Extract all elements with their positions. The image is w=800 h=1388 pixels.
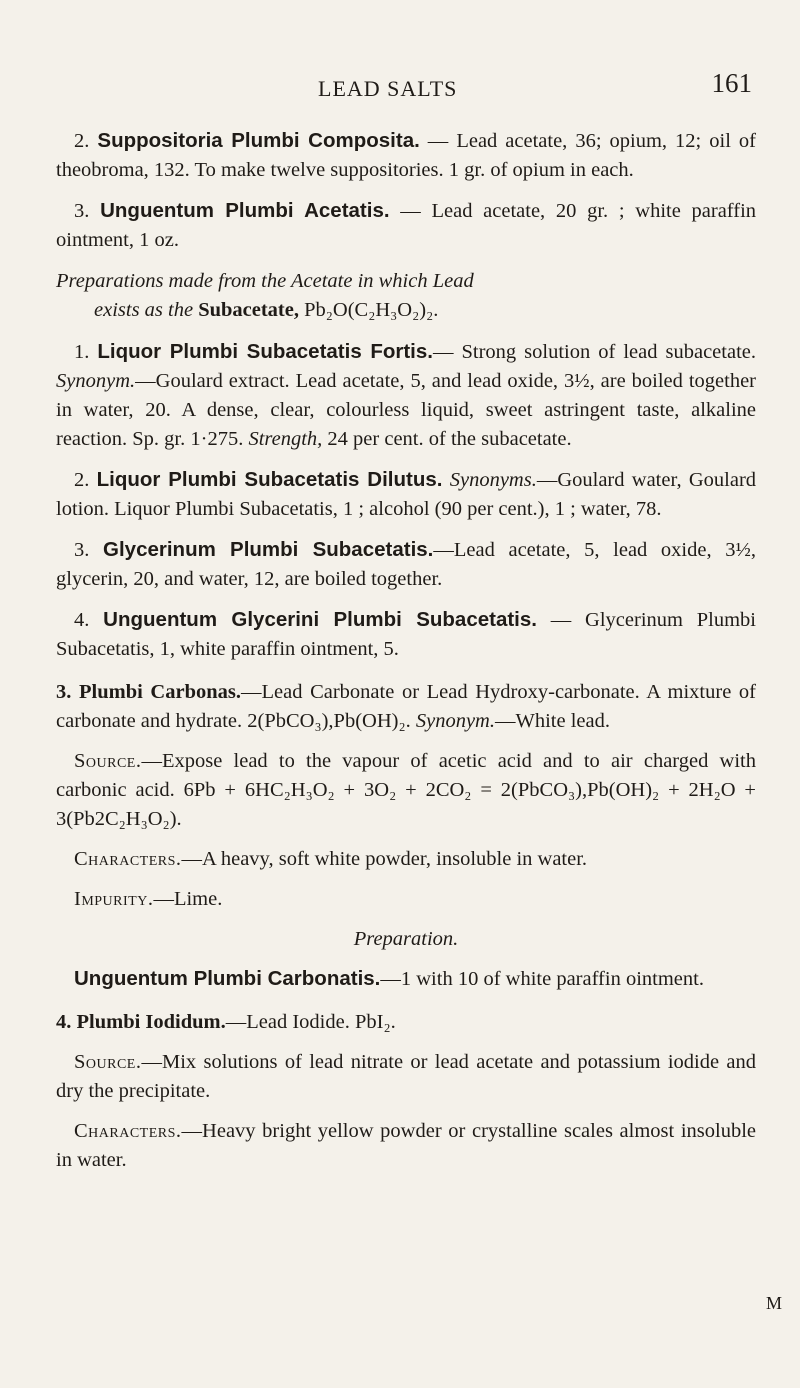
entry-number: 2. [74, 469, 90, 491]
characters-label: Characters. [74, 848, 182, 870]
entry-text: — Glycerinum Plumbi Subacetatis, 1, white paraffin ointment, 5. [56, 609, 756, 660]
strength-label: Strength, [248, 428, 323, 450]
characters-label: Characters. [74, 1120, 182, 1142]
running-title: LEAD SALTS [318, 76, 458, 101]
entry-liquor-fortis [56, 337, 756, 454]
entry-liquor-dilutus [56, 465, 756, 524]
impurity-text: —Lime. [153, 888, 223, 910]
section-title: Plumbi Iodidum. [76, 1011, 226, 1033]
page-body [56, 126, 756, 1186]
entry-number: 3. [74, 200, 90, 222]
intro-line-2 [94, 296, 756, 325]
entry-text-c: 24 per cent. of the subacetate. [322, 428, 572, 450]
source-text: —Expose lead to the vapour of acetic acid and to air charged with carbonic acid. 6Pb + 6HC₂H₃O₂ + 3O₂ + 2CO₂ = 2(PbCO₃),Pb(OH)₂ + 2H₂O + 3(Pb2C₂H₃O₂). [56, 750, 756, 830]
synonyms-label: Synonyms. [449, 469, 537, 491]
entry-text-b: —Goulard extract. Lead acetate, 5, and lead oxide, 3½, are boiled together in water, 20. A dense, clear, colourless liquid, sweet astringent taste, alkaline reaction. Sp. gr. 1·275. [56, 370, 756, 450]
iodidum-source [56, 1048, 756, 1106]
characters-text: —Heavy bright yellow powder or crystalline scales almost insoluble in water. [56, 1120, 756, 1171]
entry-title: Liquor Plumbi Subacetatis Fortis. [97, 340, 433, 363]
section-text-b: —White lead. [495, 710, 610, 732]
synonym-label: Synonym. [415, 710, 495, 732]
entry-text: — Lead acetate, 36; opium, 12; oil of theobroma, 132. To make twelve suppositories. 1 gr. of opium in each. [56, 130, 756, 181]
intro-line-1: Preparations made from the Acetate in which Lead [56, 270, 474, 292]
source-label: Source. [74, 1051, 142, 1073]
intro-subacetate-name: Subacetate, [198, 299, 299, 321]
intro-formula: Pb₂O(C₂H₃O₂)₂. [298, 299, 439, 321]
iodidum-characters [56, 1117, 756, 1175]
section-plumbi-iodidum [56, 1008, 756, 1037]
entry-glycerinum [56, 535, 756, 594]
carbonas-characters [56, 845, 756, 874]
entry-text: —1 with 10 of white paraffin ointment. [380, 968, 704, 990]
entry-text: — Lead acetate, 20 gr. ; white paraffin ointment, 1 oz. [56, 200, 757, 251]
page-header [56, 60, 756, 110]
entry-number: 3. [74, 539, 90, 561]
section-title: Plumbi Carbonas. [79, 681, 241, 703]
entry-title: Unguentum Plumbi Acetatis. [100, 199, 390, 222]
entry-text-b: —Goulard water, Goulard lotion. Liquor Plumbi Subacetatis, 1 ; alcohol (90 per cent.), 1 ; water, 78. [56, 469, 757, 520]
section-number: 4. [56, 1011, 72, 1033]
entry-text-a: — Strong solution of lead subacetate. [432, 341, 756, 363]
entry-unguentum-carbonatis [56, 964, 756, 994]
entry-suppositoria [56, 126, 756, 185]
printer-signature-mark: M [765, 1293, 782, 1313]
impurity-label: Impurity. [74, 888, 154, 910]
entry-title: Unguentum Glycerini Plumbi Subacetatis. [103, 608, 537, 631]
entry-unguentum-glycerini [56, 605, 756, 664]
preparation-heading: Preparation. [353, 928, 459, 950]
section-text: —Lead Iodide. PbI₂. [225, 1011, 396, 1033]
carbonas-source [56, 747, 756, 834]
carbonas-impurity [56, 885, 756, 914]
source-text: —Mix solutions of lead nitrate or lead acetate and potassium iodide and dry the precipitate. [56, 1051, 756, 1102]
entry-title: Unguentum Plumbi Carbonatis. [74, 967, 381, 990]
entry-number: 1. [74, 341, 90, 363]
page-number: 161 [711, 68, 752, 98]
synonym-label: Synonym. [56, 370, 136, 392]
section-plumbi-carbonas [56, 678, 756, 736]
entry-number: 2. [74, 130, 90, 152]
characters-text: —A heavy, soft white powder, insoluble in water. [181, 848, 588, 870]
subacetate-intro [56, 267, 756, 325]
entry-title: Liquor Plumbi Subacetatis Dilutus. [96, 468, 443, 491]
intro-line-2-prefix: exists as the [94, 299, 199, 321]
section-number: 3. [56, 681, 72, 703]
entry-text-a [442, 469, 449, 491]
entry-title: Suppositoria Plumbi Composita. [97, 129, 420, 152]
source-label: Source. [74, 750, 142, 772]
entry-text: —Lead acetate, 5, lead oxide, 3½, glycerin, 20, and water, 12, are boiled together. [56, 539, 757, 590]
entry-unguentum-acetatis [56, 196, 756, 255]
section-text-a: —Lead Carbonate or Lead Hydroxy-carbonate. A mixture of carbonate and hydrate. 2(PbCO₃),Pb(OH)₂. [56, 681, 756, 732]
entry-number: 4. [74, 609, 90, 631]
entry-title: Glycerinum Plumbi Subacetatis. [103, 538, 434, 561]
